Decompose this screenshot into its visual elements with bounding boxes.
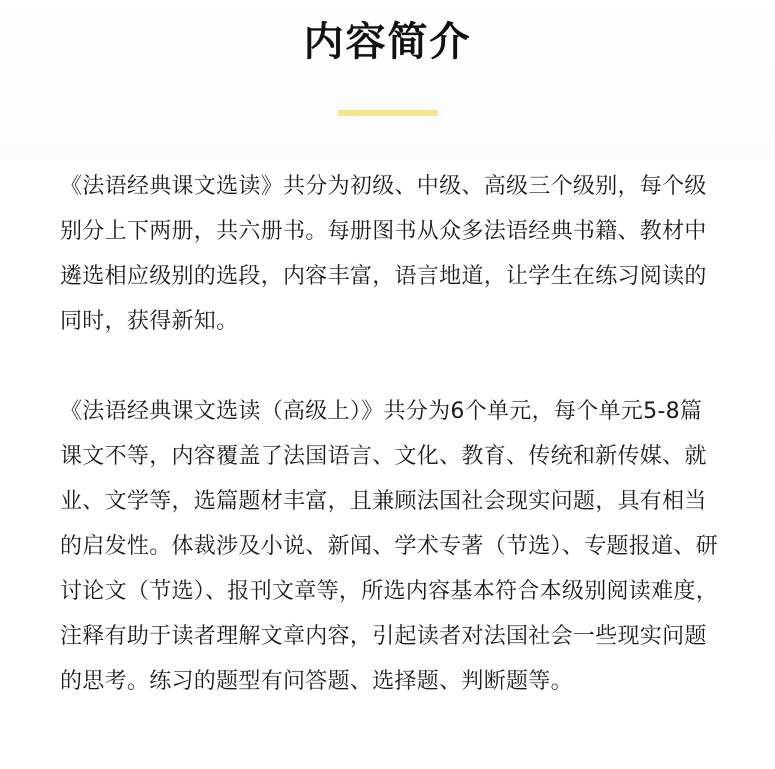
- page-title: 内容简介: [303, 19, 472, 65]
- header-section: [0, 0, 775, 160]
- intro-paragraph-2: 《法语经典课文选读（高级上）》共分为6个单元，每个单元5-8篇课文不等，内容覆盖了法国语言、文化、教育、传统和新传媒、就业、文学等，选篇题材丰富，且兼顾法国社会现实问题，具有相当的启发性。体裁涉及小说、新闻、学术专著（节选）、专题报道、研讨论文（节选）、报刊文章等，所选内容基本符合本级别阅读难度，注释有助于读者理解文章内容，引起读者对法国社会一些现实问题的思考。练习的题型有问答题、选择题、判断题等。: [60, 399, 719, 694]
- intro-paragraph-1: 《法语经典课文选读》共分为初级、中级、高级三个级别，每个级别分上下两册，共六册书。每册图书从众多法语经典书籍、教材中遴选相应级别的选段，内容丰富，语言地道，让学生在练习阅读的同时，获得新知。: [60, 174, 707, 334]
- introduction-content: [60, 164, 720, 704]
- title-underline-accent: [338, 110, 438, 116]
